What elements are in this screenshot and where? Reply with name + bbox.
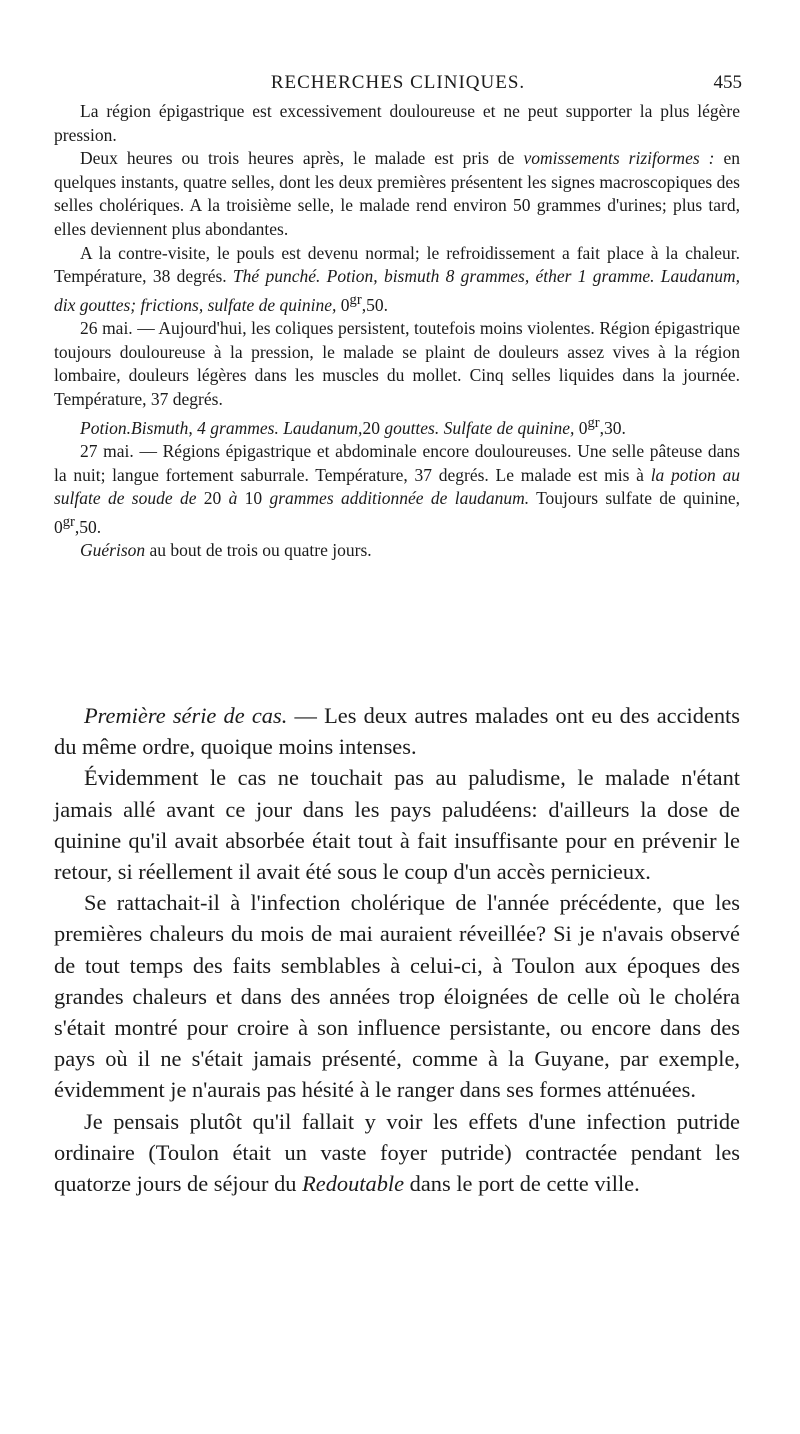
running-head (54, 72, 742, 96)
paragraph-infection-cholerique: Se rattachait-il à l'infection cholérique de l'année précédente, que les premières chaleurs du mois de mai auraient réveillée? Si je n'avais observé de tout temps des faits semblables à celui-ci, à Toulon aux époques des grandes chaleurs et dans des années trop éloignées de celle où le choléra s'était montré pour croire à son influence persistante, ou encore dans des pays où il ne s'était jamais présenté, comme à la Guyane, par exemple, évidemment je n'aurais pas hésité à le ranger dans ses formes atténuées. (54, 890, 740, 1103)
paragraph-potion: Potion.Bismuth, 4 grammes. Laudanum,20 gouttes. Sulfate de quinine, $0^{gr},30$. (80, 414, 626, 438)
paragraph-premiere-serie: Première série de cas. — Les deux autres malades ont eu des accidents du même ordre, quoique moins intenses. (54, 703, 740, 760)
paragraph-vomiting: Deux heures ou trois heures après, le malade est pris de vomissements riziformes : en quelques instants, quatre selles, dont les deux premières présentent les signes macroscopiques des selles cholériques. A la troisième selle, le malade rend environ 50 grammes d'urines; plus tard, elles deviennent plus abondantes. (54, 148, 740, 239)
case-notes (54, 100, 740, 563)
paragraph-infection-putride: Je pensais plutôt qu'il fallait y voir les effets d'une infection putride ordinaire (Toulon était un vaste foyer putride) contractée pendant les quatorze jours de séjour du Redoutable dans le port de cette ville. (54, 1108, 740, 1197)
paragraph-26-mai: 26 mai. — Aujourd'hui, les coliques persistent, toutefois moins violentes. Région épigastrique toujours douloureuse à la pression, le malade se plaint de douleurs assez vives à la région lombaire, douleurs légères dans les muscles du mollet. Cinq selles liquides dans la journée. Température, 37 degrés. (54, 318, 740, 409)
paragraph-27-mai: 27 mai. — Régions épigastrique et abdominale encore douloureuses. Une selle pâteuse dans la nuit; langue fortement saburrale. Température, 37 degrés. Le malade est mis à la potion au sulfate de soude de 20 à 10 grammes additionnée de laudanum. Toujours sulfate de quinine, $0^{gr},50$. (54, 440, 741, 537)
paragraph-paludisme: Évidemment le cas ne touchait pas au paludisme, le malade n'étant jamais allé avant ce jour dans les pays paludéens: d'ailleurs la dose de quinine qu'il avait absorbée était tout à fait insuffisante pour en prévenir le retour, si réellement il avait été sous le coup d'un accès pernicieux. (54, 765, 740, 885)
running-title: RECHERCHES CLINIQUES. (270, 72, 526, 93)
paragraph-epigastric: La région épigastrique est excessivement douloureuse et ne peut supporter la plus légère pression. (54, 101, 740, 145)
paragraph-contre-visite: A la contre-visite, le pouls est devenu normal; le refroidissement a fait place à la chaleur. Température, 38 degrés. Thé punché. Potion, bismuth 8 grammes, éther 1 gramme. Laudanum, dix gouttes; frictions, sulfate de quinine, $0^{gr},50$. (54, 242, 740, 315)
paragraph-guerison: Guérison au bout de trois ou quatre jours. (80, 540, 372, 561)
page-number: 455 (713, 72, 742, 93)
main-text (54, 700, 740, 1199)
